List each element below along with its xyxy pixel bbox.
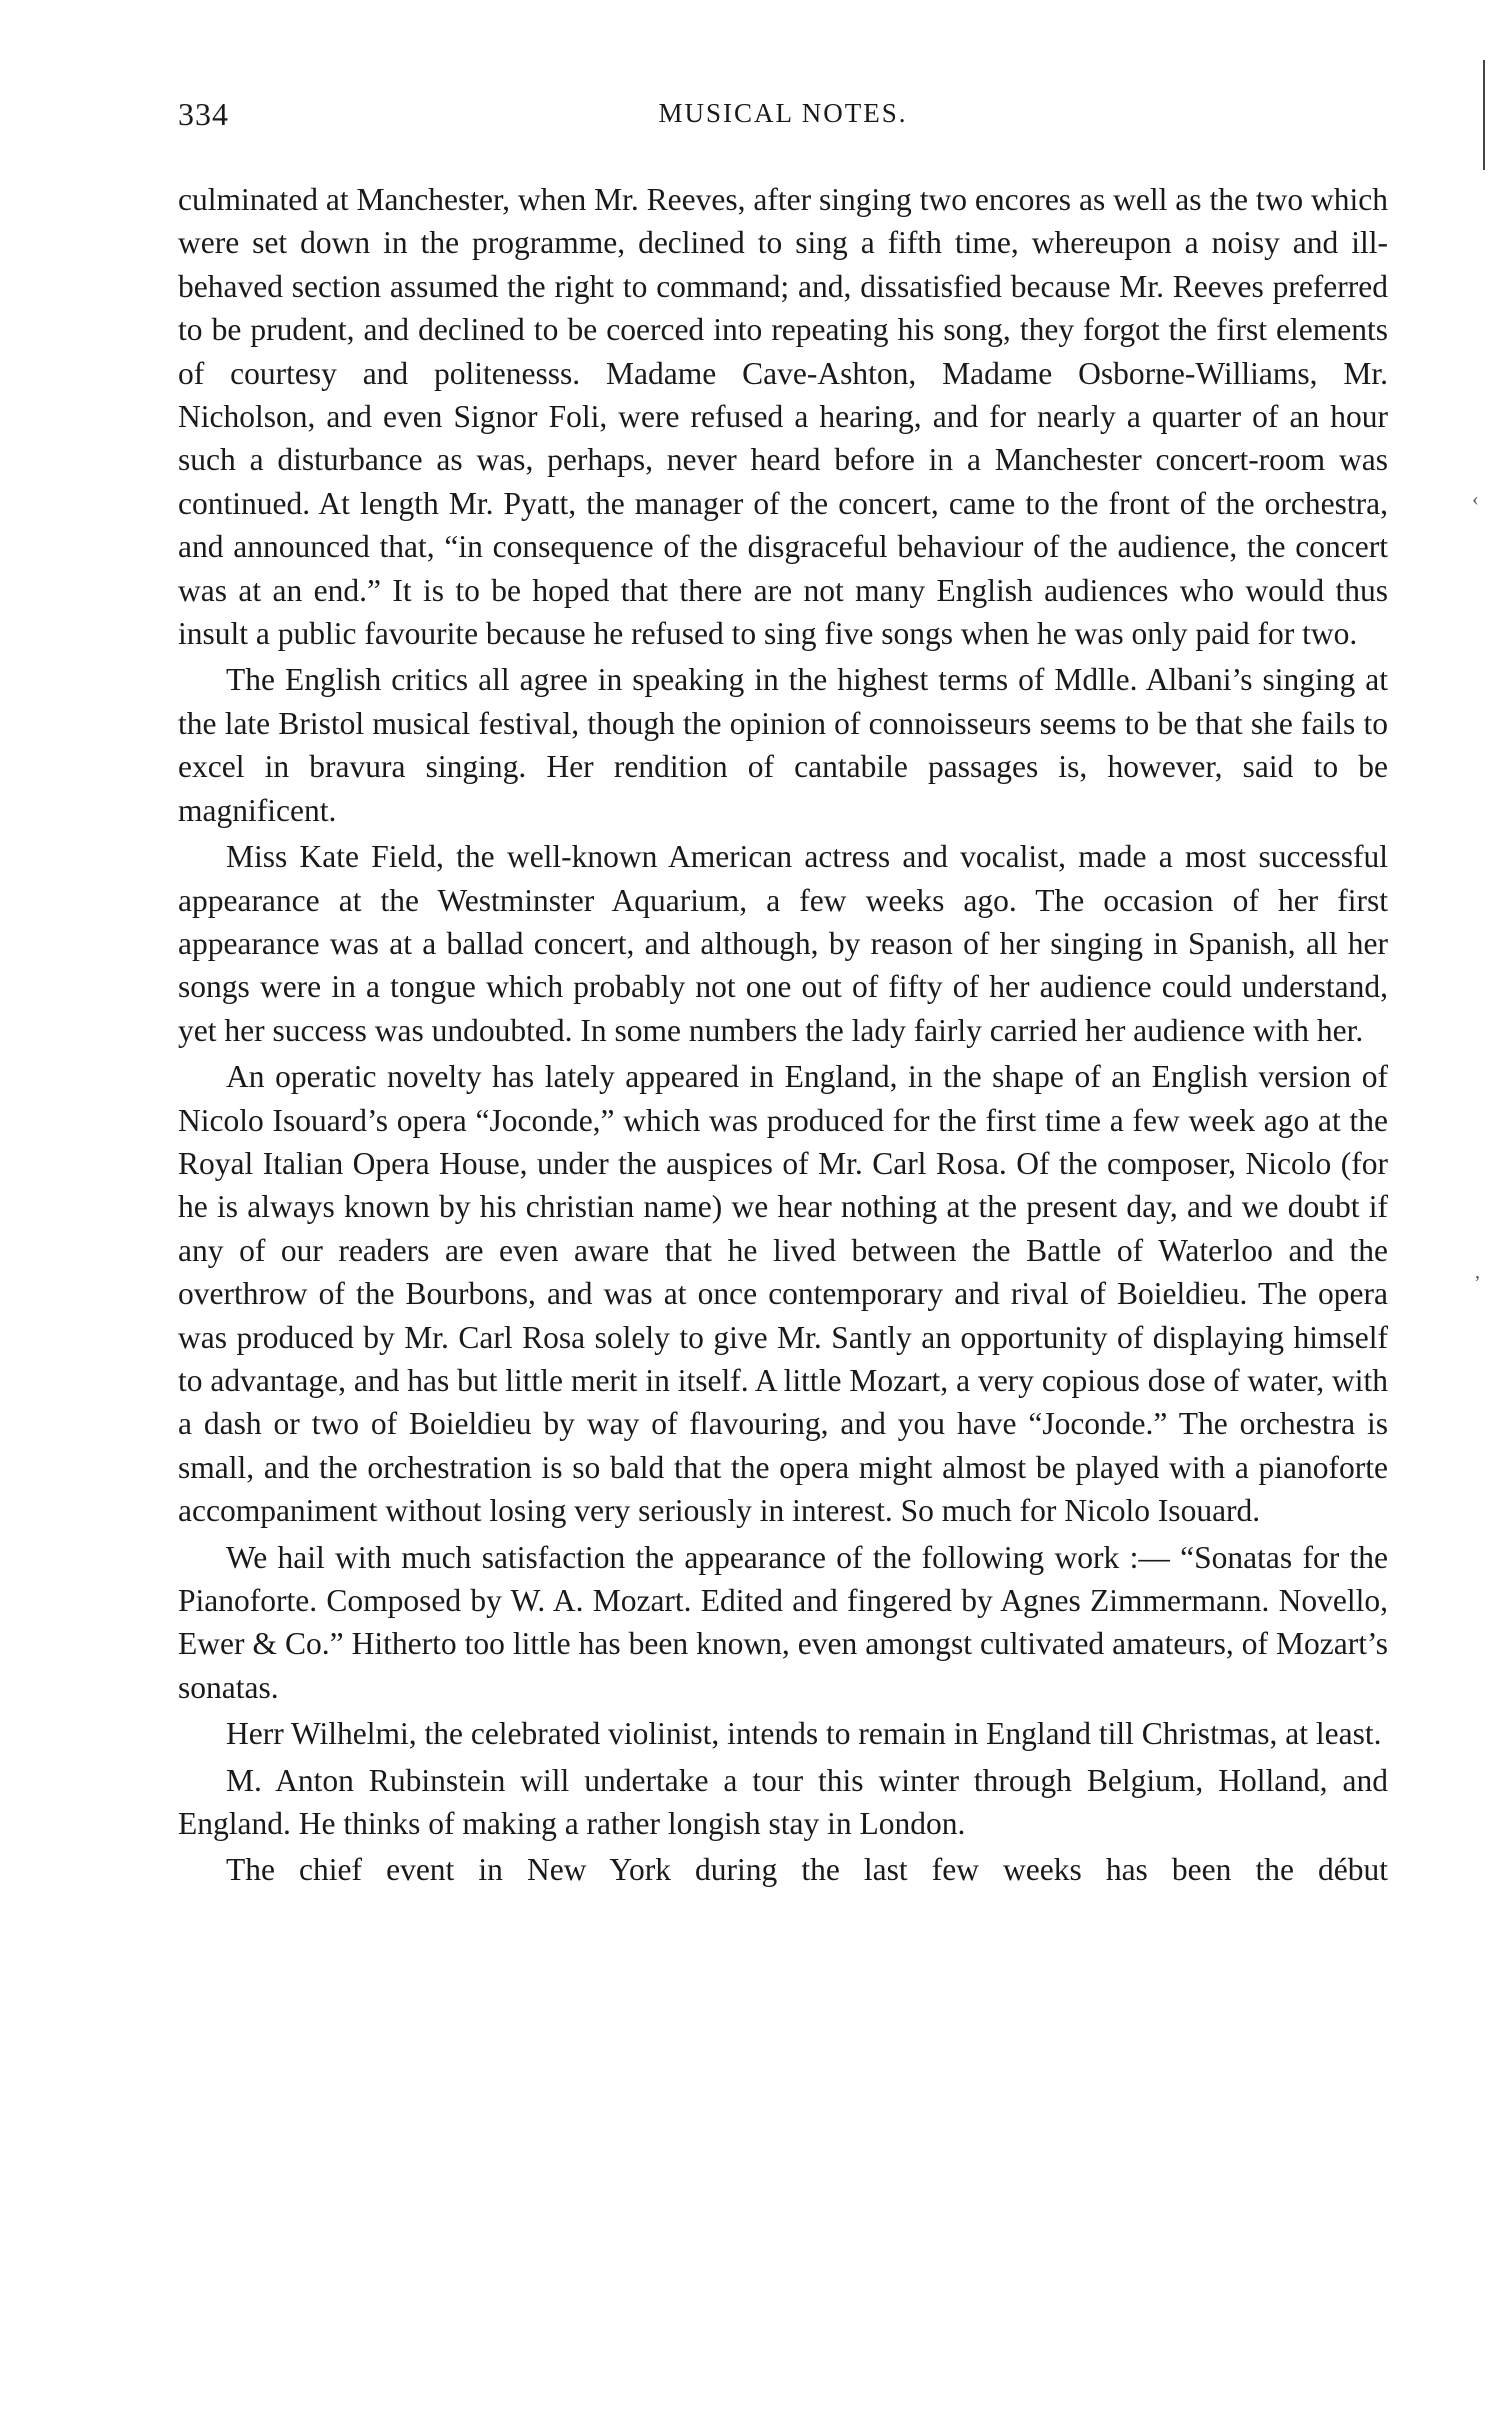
paragraph-kate-field: Miss Kate Field, the well-known American actress and vocalist, made a most successful appearance at the Westminster Aquarium, a few weeks ago. The occasion of her first appearance was at a ballad concert, and although, by reason of her singing in Spanish, all her songs were in a tongue which probably not one out of fifty of her audience could understand, yet her success was undoubted. In some numbers the lady fairly carried her audience with her.	[178, 839, 1388, 1048]
paragraph-new-york: The chief event in New York during the last few weeks has been the début	[226, 1852, 1388, 1888]
paragraph-wilhelmi: Herr Wilhelmi, the celebrated violinist, intends to remain in England till Christmas, at least.	[226, 1716, 1382, 1752]
page-number: 334	[178, 96, 229, 132]
margin-mark: ’	[1474, 1272, 1481, 1294]
paragraph-rubinstein: M. Anton Rubinstein will undertake a tour this winter through Belgium, Holland, and England. He thinks of making a rather longish stay in London.	[178, 1762, 1388, 1842]
paragraph-joconde: An operatic novelty has lately appeared in England, in the shape of an English version of Nicolo Isouard’s opera “Joconde,” which was produced for the first time a few week ago at the Royal Italian Opera House, under the auspices of Mr. Carl Rosa. Of the composer, Nicolo (for he is always known by his christian name) we hear nothing at the present day, and we doubt if any of our readers are even aware that he lived between the Battle of Waterloo and the overthrow of the Bourbons, and was at once contemporary and rival of Boieldieu. The opera was produced by Mr. Carl Rosa solely to give Mr. Santly an opportunity of displaying himself to advantage, and has but little merit in itself. A little Mozart, a very copious dose of water, with a dash or two of Boieldieu by way of flavouring, and you have “Joconde.” The orchestra is small, and the orchestration is so bald that the opera might almost be played with a pianoforte accompaniment without losing very seriously in interest. So much for Nicolo Isouard.	[178, 1059, 1388, 1529]
margin-mark: ‹	[1472, 488, 1479, 510]
page-edge-line	[1483, 60, 1485, 170]
running-title: MUSICAL NOTES.	[658, 98, 908, 128]
paragraph-mozart-sonatas: We hail with much satisfaction the appearance of the following work :— “Sonatas for the Pianoforte. Composed by W. A. Mozart. Edited and fingered by Agnes Zimmermann. Novello, Ewer & Co.” Hitherto too little has been known, even amongst cultivated amateurs, of Mozart’s sonatas.	[178, 1539, 1388, 1705]
paragraph-albani: The English critics all agree in speaking in the highest terms of Mdlle. Albani’s singing at the late Bristol musical festival, though the opinion of connoisseurs seems to be that she fails to excel in bravura singing. Her rendition of cantabile passages is, however, said to be magnificent.	[178, 662, 1388, 828]
page-header	[178, 96, 1388, 136]
article-body	[178, 178, 1388, 1895]
paragraph-concert-disturbance: culminated at Manchester, when Mr. Reeves, after singing two encores as well as the two which were set down in the programme, declined to sing a fifth time, whereupon a noisy and ill-behaved section assumed the right to command; and, dissatisfied because Mr. Reeves preferred to be prudent, and declined to be coerced into repeating his song, they forgot the first elements of courtesy and politenesss. Madame Cave-Ashton, Madame Osborne-Williams, Mr. Nicholson, and even Signor Foli, were refused a hearing, and for nearly a quarter of an hour such a disturbance as was, perhaps, never heard before in a Manchester concert-room was continued. At length Mr. Pyatt, the manager of the concert, came to the front of the orchestra, and announced that, “in consequence of the disgraceful behaviour of the audience, the concert was at an end.” It is to be hoped that there are not many English audiences who would thus insult a public favourite because he refused to sing five songs when he was only paid for two.	[178, 182, 1388, 652]
